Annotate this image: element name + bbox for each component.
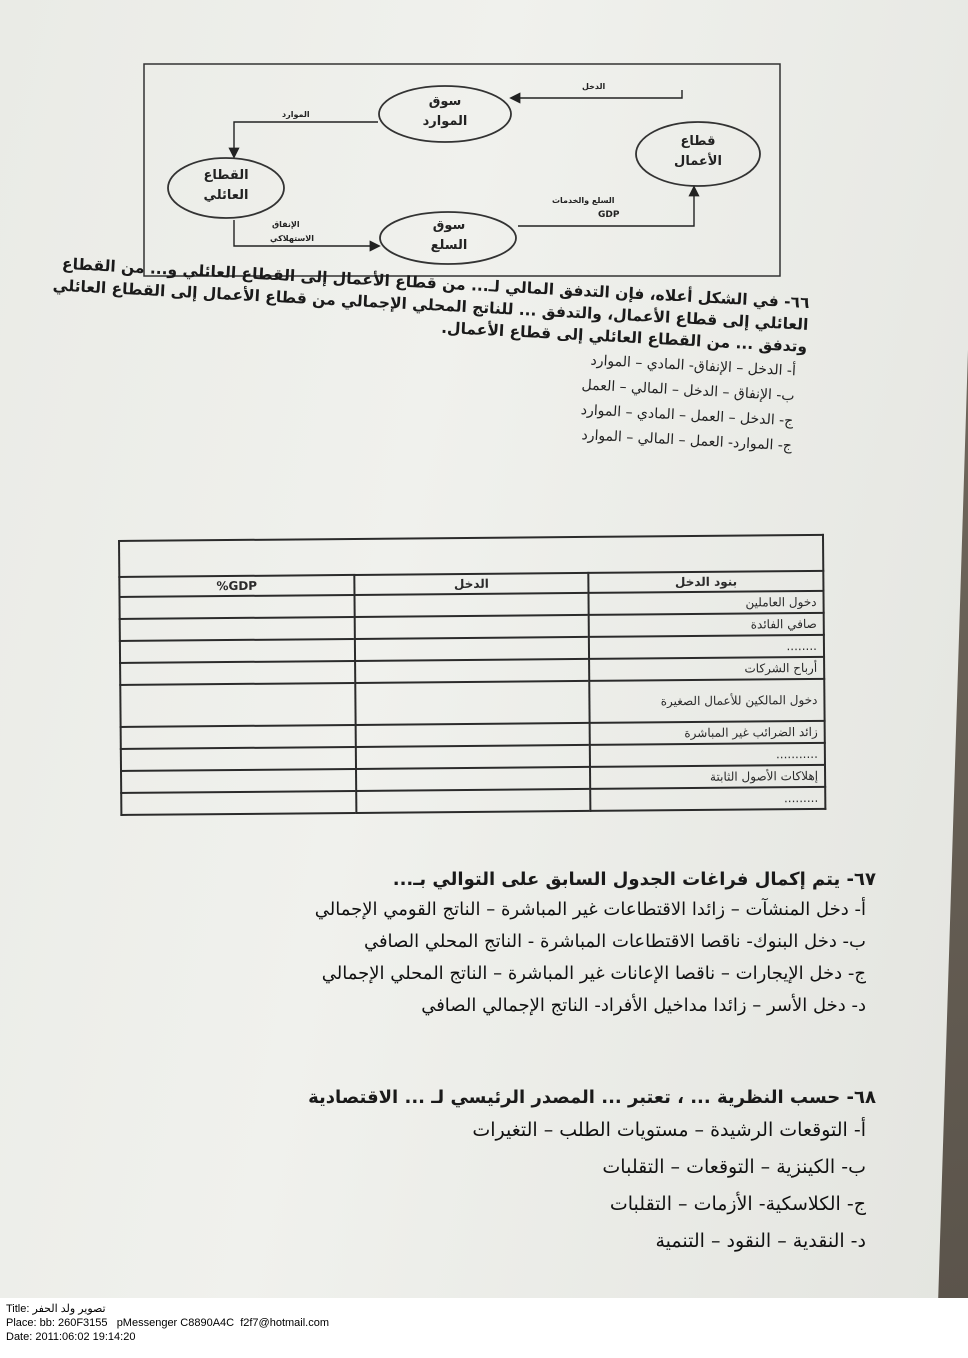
resources-market-label: سوق الموارد [422, 94, 468, 129]
household-sector-label: القطاع العائلي [203, 168, 249, 203]
question-68 [100, 1084, 876, 1260]
question-66-stem: ٦٦- في الشكل أعلاه، فإن التدفق المالي لـ... من قطاع الأعمال إلى القطاع العائلي و... من القطاع العائلي إلى قطاع الأعمال، والتدفق ... للناتج المحلي الإجمالي من قطاع الأعمال إلى القطاع العائلي وتدفق ... من القطاع العائلي إلى قطاع الأعمال. [52, 254, 810, 356]
row-label: دخول العاملين [589, 591, 824, 615]
row-label: ........... [590, 743, 825, 767]
flow-income-label: الدخل [582, 82, 606, 91]
row-label: ......... [591, 787, 826, 811]
header-gdp-percent: GDP% [119, 575, 354, 597]
table-row [120, 679, 824, 727]
flow-gdp-label: GDP [598, 210, 620, 220]
question-68-options [100, 1112, 876, 1260]
option: د- النقدية – النقود – التنمية [655, 1230, 866, 1252]
question-68-stem: ٦٨- حسب النظرية ... ، تعتبر ... المصدر الرئيسي لـ ... الاقتصادية [308, 1087, 876, 1108]
header-income-items: بنود الدخل [589, 571, 824, 593]
flow-spending-label: الإنفاق [272, 220, 300, 229]
option: أ- التوقعات الرشيدة – مستويات الطلب – التغيرات [472, 1119, 866, 1141]
option: د- دخل الأسر – زائدا مداخيل الأفراد- الناتج الإجمالي الصافي [421, 995, 866, 1016]
option: ب- الإنفاق – الدخل – المالي – العمل [581, 377, 795, 405]
caption-date: Date: 2011:06:02 19:14:20 [6, 1331, 136, 1343]
income-table [118, 534, 826, 816]
business-sector-label: قطاع الأعمال [674, 134, 722, 169]
option: ب- دخل البنوك- ناقصا الاقتطاعات المباشرة - الناتج المحلي الصافي [363, 931, 866, 952]
row-label: صافي الفائدة [589, 613, 824, 637]
question-67-options [100, 894, 876, 1022]
flow-goods-services-label: السلع والخدمات [552, 196, 615, 205]
photo-caption [6, 1302, 329, 1344]
header-income: الدخل [354, 573, 589, 595]
option: أ- دخل المنشآت – زائدا الاقتطاعات غير المباشرة – الناتج القومي الإجمالي [314, 899, 866, 920]
goods-market-label: سوق السلع [430, 218, 468, 253]
option: ج- الدخل – العمل – المادي – الموارد [580, 402, 794, 430]
question-67-stem: ٦٧- يتم إكمال فراغات الجدول السابق على التوالي بـ... [392, 869, 876, 890]
income-arrow [512, 90, 682, 98]
flow-consumption-label: الاستهلاكي [270, 234, 314, 243]
resources-arrow [234, 122, 378, 156]
option: ج- الكلاسكية- الأزمات – التقلبات [609, 1193, 866, 1215]
row-label: إهلاكات الأصول الثابتة [590, 765, 825, 789]
goods-arrow [518, 188, 694, 226]
option: ج- الموارد- العمل – المالي – الموارد [581, 427, 793, 455]
row-label: زائد الضرائب غير المباشرة [590, 721, 825, 745]
caption-title: Title: تصوير ولد الحفر [6, 1303, 106, 1315]
caption-place: Place: bb: 260F3155 pMessenger C8890A4C f2f7@hotmail.com [6, 1317, 330, 1329]
option: ب- الكينزية – التوقعات – التقلبات [602, 1156, 866, 1178]
row-label: ........ [589, 635, 824, 659]
option: ج- دخل الإيجارات – ناقصا الإعانات غير المباشرة – الناتج المحلي الإجمالي [321, 963, 866, 984]
table-top-blank [119, 535, 823, 577]
circular-flow-diagram [142, 62, 782, 278]
question-67 [100, 866, 876, 1022]
row-label: دخول المالكين للأعمال الصغيرة [590, 679, 825, 723]
flow-resources-label: الموارد [282, 110, 310, 119]
option: أ- الدخل – الإنفاق- المادي – الموارد [590, 352, 797, 380]
row-label: أرباح الشركات [589, 657, 824, 681]
